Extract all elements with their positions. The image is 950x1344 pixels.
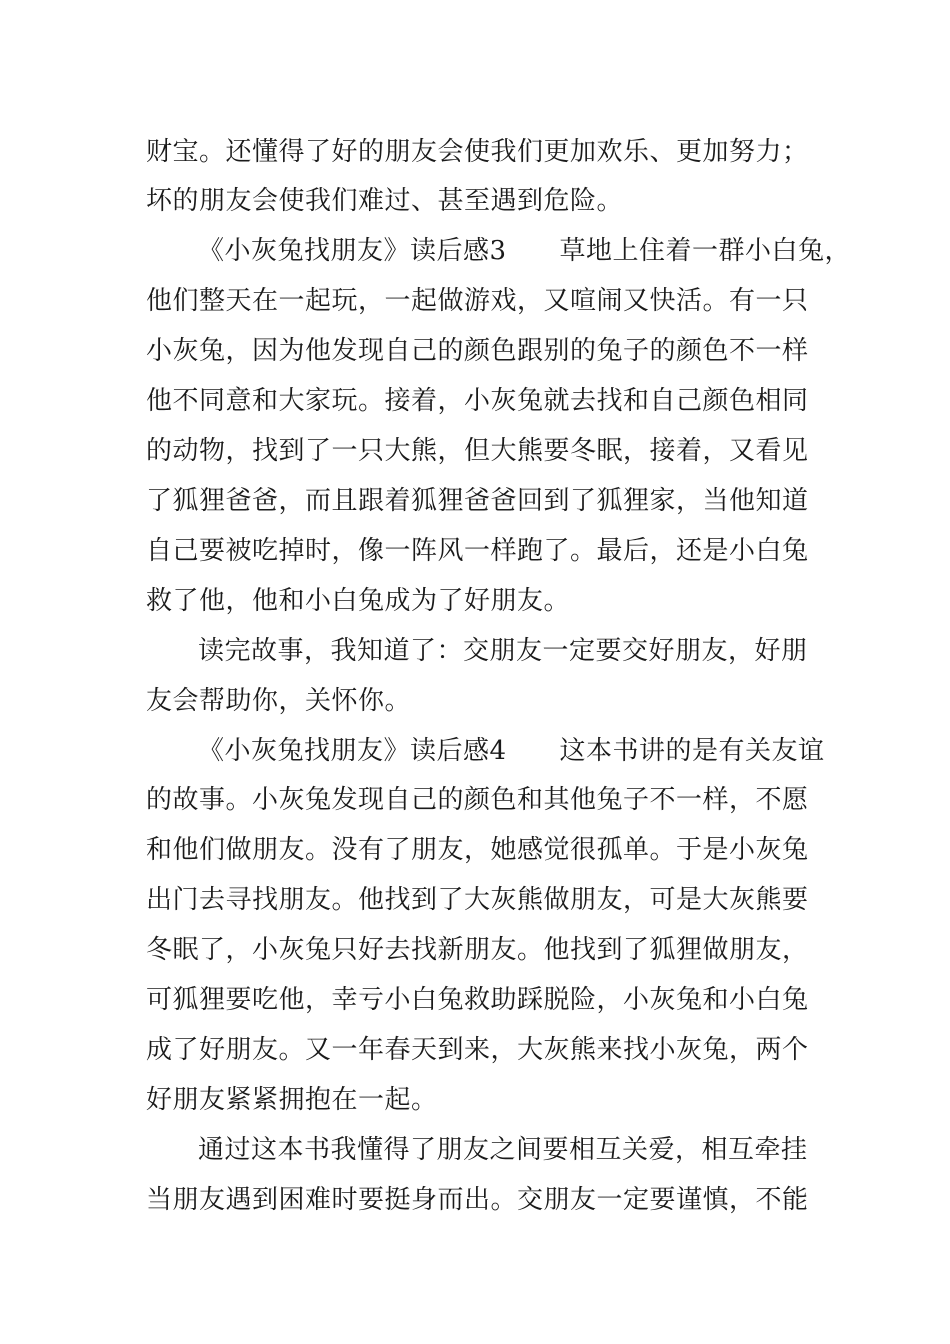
text-line: 他们整天在一起玩，一起做游戏，又喧闹又快活。有一只 bbox=[146, 286, 809, 316]
text-line: 小灰兔，因为他发现自己的颜色跟别的兔子的颜色不一样 bbox=[146, 336, 809, 366]
text-line: 成了好朋友。又一年春天到来，大灰熊来找小灰兔，两个 bbox=[146, 1035, 809, 1065]
text-line: 当朋友遇到困难时要挺身而出。交朋友一定要谨慎，不能 bbox=[146, 1185, 809, 1215]
text-line: 坏的朋友会使我们难过、甚至遇到危险。 bbox=[146, 186, 624, 216]
text-line: 可狐狸要吃他，幸亏小白兔救助踩脱险，小灰兔和小白兔 bbox=[146, 985, 809, 1015]
text-line: 的动物，找到了一只大熊，但大熊要冬眠，接着，又看见 bbox=[146, 436, 809, 466]
text-line: 冬眠了，小灰兔只好去找新朋友。他找到了狐狸做朋友， bbox=[146, 935, 809, 965]
text-line: 好朋友紧紧拥抱在一起。 bbox=[146, 1085, 438, 1115]
text-line: 的故事。小灰兔发现自己的颜色和其他兔子不一样，不愿 bbox=[146, 785, 809, 815]
text-line: 出门去寻找朋友。他找到了大灰熊做朋友，可是大灰熊要 bbox=[146, 885, 809, 915]
text-line: 通过这本书我懂得了朋友之间要相互关爱，相互牵挂 bbox=[198, 1135, 808, 1165]
text-line: 友会帮助你，关怀你。 bbox=[146, 686, 412, 716]
text-line-heading: 《小灰兔找朋友》读后感3 草地上住着一群小白兔， bbox=[198, 236, 852, 266]
text-line: 读完故事，我知道了：交朋友一定要交好朋友，好朋 bbox=[198, 636, 808, 666]
text-line: 自己要被吃掉时，像一阵风一样跑了。最后，还是小白兔 bbox=[146, 536, 809, 566]
text-line-heading: 《小灰兔找朋友》读后感4 这本书讲的是有关友谊 bbox=[198, 736, 825, 766]
text-line: 救了他，他和小白兔成为了好朋友。 bbox=[146, 586, 571, 616]
text-line: 他不同意和大家玩。接着，小灰兔就去找和自己颜色相同 bbox=[146, 386, 809, 416]
text-line: 财宝。还懂得了好的朋友会使我们更加欢乐、更加努力； bbox=[146, 137, 809, 167]
text-line: 和他们做朋友。没有了朋友，她感觉很孤单。于是小灰兔 bbox=[146, 835, 809, 865]
text-line: 了狐狸爸爸，而且跟着狐狸爸爸回到了狐狸家，当他知道 bbox=[146, 486, 809, 516]
